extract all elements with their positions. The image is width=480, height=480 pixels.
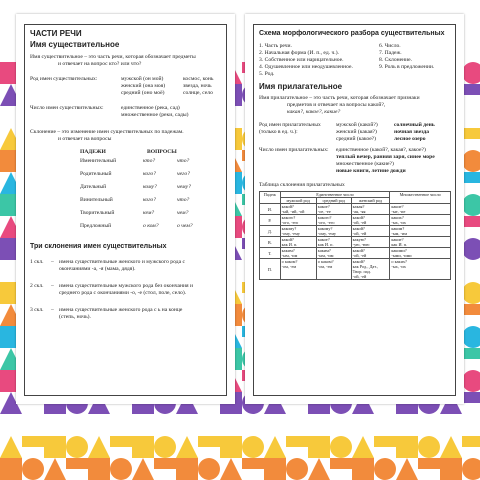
noun-definition-line-2: и отвечает на вопрос кто? или что? — [58, 61, 142, 67]
pattern-dot — [110, 458, 132, 480]
pattern-block — [396, 436, 418, 458]
table-cell-plural: какие? как И. п. — [390, 237, 451, 248]
table-cell-case: И. — [260, 204, 281, 215]
declension-2-label: 2 скл. — [30, 283, 44, 289]
pattern-triangle — [44, 458, 66, 480]
table-header-plural: Множественное число — [390, 192, 451, 204]
pattern-stripe — [154, 458, 176, 469]
declension-3-line-2: (степь, ночь). — [59, 314, 91, 320]
pattern-stripe — [154, 414, 176, 425]
pattern-stripe — [462, 436, 480, 447]
pattern-triangle — [440, 436, 462, 458]
adjective-number-plural: множественное (какие?) — [336, 161, 394, 167]
pattern-triangle — [352, 436, 374, 458]
pattern-block — [440, 458, 462, 480]
pattern-dot — [462, 150, 480, 172]
pattern-triangle — [132, 414, 154, 436]
table-cell-masculine: какой? -ый, -ий, -ой — [280, 204, 316, 215]
pattern-block — [352, 414, 374, 436]
table-cell-masculine: каким? -ым, -им — [280, 248, 316, 259]
pattern-block — [132, 436, 154, 458]
pattern-dot — [154, 436, 176, 458]
case-question-inanimate: чему? — [177, 184, 191, 190]
pattern-block — [220, 436, 242, 458]
scheme-item: 6. Число. — [379, 43, 401, 49]
adjective-gender-neuter-example: лесное озеро — [394, 136, 426, 142]
declension-2-dash: – — [51, 283, 54, 289]
adjective-gender-neuter: средний (какое?) — [336, 136, 377, 142]
table-cell-plural: каким? -ым, -им — [390, 226, 451, 237]
adjective-definition-line-2: предметов и отвечает на вопросы какой?, — [287, 102, 386, 108]
pattern-stripe — [462, 84, 480, 95]
table-cell-neuter: каким? -ым, -им — [316, 248, 351, 259]
adjective-gender-masculine: мужской (какой?) — [336, 122, 378, 128]
pattern-block — [264, 458, 286, 480]
pattern-block — [88, 458, 110, 480]
noun-heading: Имя существительное — [30, 40, 120, 49]
case-question-animate: кто? — [143, 158, 156, 164]
pattern-dot — [462, 194, 480, 216]
pattern-stripe — [22, 436, 44, 447]
table-cell-neuter: какому? -ому, -ему — [316, 226, 351, 237]
scheme-item: 4. Одушевленное или неодушевленное. — [259, 64, 353, 70]
pattern-dot — [242, 436, 264, 458]
pattern-stripe — [462, 392, 480, 403]
adjective-number-singular-example: теплый вечер, ранняя заря, синее море — [336, 154, 435, 160]
pattern-stripe — [66, 414, 88, 425]
pattern-stripe — [330, 414, 352, 425]
declension-definition-line-1: Склонение – это изменение имен существительных по падежам. — [30, 129, 184, 135]
declension-3-dash: – — [51, 307, 54, 313]
pattern-triangle — [264, 436, 286, 458]
adjective-gender-label-2: (только в ед. ч.): — [259, 129, 298, 135]
pattern-block — [440, 414, 462, 436]
pattern-triangle — [88, 436, 110, 458]
table-cell-masculine: какому? -ому, -ему — [280, 226, 316, 237]
case-question-animate: кем? — [143, 210, 155, 216]
declension-3-line-1: имена существительные женского рода с ь на конце — [59, 307, 183, 313]
pattern-triangle — [220, 458, 242, 480]
case-name: Именительный — [80, 158, 117, 164]
scheme-item: 8. Склонение. — [379, 57, 412, 63]
table-cell-case: Р. — [260, 215, 281, 226]
pattern-stripe — [374, 436, 396, 447]
declension-3-label: 3 скл. — [30, 307, 44, 313]
number-singular: единственное (река, сад) — [121, 105, 180, 111]
case-question-inanimate: чем? — [177, 210, 189, 216]
pattern-triangle — [0, 436, 22, 458]
pattern-stripe — [462, 348, 480, 359]
table-cell-neuter: какого? -ого, -его — [316, 215, 351, 226]
table-cell-feminine: какую? -ую, -юю — [351, 237, 390, 248]
adjective-gender-feminine-example: ночная звезда — [394, 129, 429, 135]
pattern-block — [308, 436, 330, 458]
case-question-animate: о ком? — [143, 223, 159, 229]
table-cell-plural: какими? -ыми, -ими — [390, 248, 451, 259]
pattern-stripe — [462, 216, 480, 227]
pattern-dot — [462, 414, 480, 436]
table-cell-masculine: какого? -ого, -его — [280, 215, 316, 226]
pattern-dot — [22, 414, 44, 436]
pattern-stripe — [418, 458, 440, 469]
pattern-stripe — [330, 458, 352, 469]
right-page — [245, 14, 464, 404]
pattern-dot — [462, 370, 480, 392]
gender-feminine-example: звезда, ночь — [183, 83, 212, 89]
adjective-number-label: Число имен прилагательных: — [259, 147, 329, 153]
pattern-dot — [22, 458, 44, 480]
adjective-gender-label-1: Род имен прилагательных — [259, 122, 321, 128]
pattern-dot — [462, 106, 480, 128]
pattern-triangle — [176, 436, 198, 458]
table-cell-feminine: какой? -ой, -ей — [351, 215, 390, 226]
table-row — [260, 259, 451, 280]
pattern-triangle — [44, 414, 66, 436]
table-cell-neuter: какое? -ое, -ее — [316, 204, 351, 215]
pattern-stripe — [462, 128, 480, 139]
declension-2-line-1: имена существительные мужского рода без окончания и — [59, 283, 193, 289]
pattern-stripe — [110, 436, 132, 447]
pattern-block — [352, 458, 374, 480]
table-cell-plural: какие? -ые, -ие — [390, 204, 451, 215]
pattern-stripe — [66, 458, 88, 469]
left-page — [16, 14, 235, 404]
table-row — [260, 226, 451, 237]
pattern-dot — [198, 414, 220, 436]
pattern-block — [264, 414, 286, 436]
pattern-block — [176, 458, 198, 480]
pattern-triangle — [308, 458, 330, 480]
pattern-block — [0, 458, 22, 480]
cases-header-questions: ВОПРОСЫ — [147, 149, 177, 155]
right-page-panel — [253, 24, 456, 396]
pattern-triangle — [396, 458, 418, 480]
pattern-triangle — [132, 458, 154, 480]
case-question-animate: кого? — [143, 171, 156, 177]
adjective-declension-table — [259, 191, 451, 280]
declension-definition-line-2: и отвечает на вопросы — [58, 136, 112, 142]
pattern-stripe — [462, 172, 480, 183]
pattern-triangle — [308, 414, 330, 436]
pattern-dot — [462, 326, 480, 348]
three-declensions-heading: Три склонения имен существительных — [30, 243, 167, 250]
pattern-dot — [462, 62, 480, 84]
case-question-inanimate: что? — [177, 197, 190, 203]
case-question-inanimate: о чем? — [177, 223, 193, 229]
pattern-block — [88, 414, 110, 436]
table-cell-plural: о каких? -ых, -их — [390, 259, 451, 280]
table-cell-neuter: какое? как И. п. — [316, 237, 351, 248]
scheme-item: 1. Часть речи. — [259, 43, 292, 49]
pattern-dot — [330, 436, 352, 458]
table-row — [260, 248, 451, 259]
declension-2-line-2: среднего рода с окончаниями -о, -е (стол, поле, село). — [59, 290, 187, 296]
pattern-dot — [286, 458, 308, 480]
adjective-number-plural-example: новые книги, летние дожди — [336, 168, 406, 174]
pattern-stripe — [286, 436, 308, 447]
cases-header-cases: ПАДЕЖИ — [80, 149, 106, 155]
noun-definition-line-1: Имя существительное – это часть речи, которая обозначает предметы — [30, 54, 196, 60]
pattern-triangle — [396, 414, 418, 436]
pattern-dot — [110, 414, 132, 436]
adjective-gender-feminine: женский (какая?) — [336, 129, 377, 135]
table-cell-feminine: какой? как Род., Дат., Твор. пад. -ой, -ей — [351, 259, 390, 280]
scheme-heading: Схема морфологического разбора существительных — [259, 30, 445, 37]
table-row — [260, 204, 451, 215]
adjective-heading: Имя прилагательное — [259, 82, 343, 91]
pattern-dot — [198, 458, 220, 480]
gender-label: Род имен существительных: — [30, 76, 98, 82]
pattern-stripe — [418, 414, 440, 425]
table-cell-plural: каких? -ых, -их — [390, 215, 451, 226]
table-header-case: Падеж — [260, 192, 281, 204]
adjective-definition-line-1: Имя прилагательное – это часть речи, которая обозначает признаки — [259, 95, 420, 101]
gender-neuter: средний (оно моё) — [121, 90, 165, 96]
gender-feminine: женский (она моя) — [121, 83, 166, 89]
pattern-triangle — [220, 414, 242, 436]
table-cell-feminine: какой? -ой, -ей — [351, 248, 390, 259]
scheme-item: 2. Начальная форма (И. п., ед. ч.). — [259, 50, 339, 56]
declension-table-title: Таблица склонения прилагательных — [259, 182, 345, 188]
case-name: Творительный — [80, 210, 115, 216]
pattern-dot — [418, 436, 440, 458]
adjective-number-singular: единственное (какой?, какая?, какое?) — [336, 147, 426, 153]
table-cell-masculine: какой? как И. п. — [280, 237, 316, 248]
pattern-stripe — [198, 436, 220, 447]
declension-1-label: 1 скл. — [30, 259, 44, 265]
table-row — [260, 237, 451, 248]
pattern-dot — [462, 282, 480, 304]
case-name: Родительный — [80, 171, 112, 177]
scheme-item: 3. Собственное или нарицательное. — [259, 57, 344, 63]
case-question-animate: кому? — [143, 184, 157, 190]
pattern-dot — [374, 414, 396, 436]
pattern-stripe — [462, 304, 480, 315]
pattern-dot — [286, 414, 308, 436]
case-question-inanimate: чего? — [177, 171, 190, 177]
pattern-dot — [462, 458, 480, 480]
pattern-block — [44, 436, 66, 458]
gender-neuter-example: солнце, село — [183, 90, 213, 96]
adjective-gender-masculine-example: солнечный день — [394, 122, 435, 128]
pattern-stripe — [242, 414, 264, 425]
pattern-dot — [66, 436, 88, 458]
pattern-stripe — [242, 458, 264, 469]
table-header-neuter: средний род — [316, 198, 351, 204]
section-title: ЧАСТИ РЕЧИ — [30, 29, 82, 38]
scheme-item: 7. Падеж. — [379, 50, 402, 56]
table-cell-neuter: о каком? -ом, -ем — [316, 259, 351, 280]
gender-masculine: мужской (он мой) — [121, 76, 164, 82]
number-plural: множественное (реки, сады) — [121, 112, 189, 118]
adjective-definition-line-3: какая?, какое?, какие? — [287, 109, 341, 115]
case-name: Винительный — [80, 197, 113, 203]
table-cell-case: П. — [260, 259, 281, 280]
table-header-feminine: женский род — [351, 198, 390, 204]
scheme-item: 5. Род. — [259, 71, 275, 77]
table-cell-feminine: какой? -ой, -ей — [351, 226, 390, 237]
table-cell-case: В. — [260, 237, 281, 248]
table-cell-case: Д. — [260, 226, 281, 237]
table-header-singular: Единственное число — [280, 192, 390, 198]
table-header-masculine: мужской род — [280, 198, 316, 204]
table-cell-masculine: о каком? -ом, -ем — [280, 259, 316, 280]
pattern-dot — [374, 458, 396, 480]
pattern-block — [176, 414, 198, 436]
pattern-stripe — [462, 260, 480, 271]
table-row — [260, 215, 451, 226]
table-cell-feminine: какая? -ая, -яя — [351, 204, 390, 215]
declension-1-dash: – — [51, 259, 54, 265]
declension-1-line-1: имена существительные женского и мужского рода с — [59, 259, 185, 265]
left-page-panel — [24, 24, 227, 396]
case-name: Дательный — [80, 184, 107, 190]
scheme-item: 9. Роль в предложении. — [379, 64, 435, 70]
number-label: Число имен существительных: — [30, 105, 104, 111]
gender-masculine-example: космос, конь — [183, 76, 214, 82]
case-question-inanimate: что? — [177, 158, 190, 164]
table-cell-case: Т. — [260, 248, 281, 259]
case-question-animate: кого? — [143, 197, 156, 203]
declension-1-line-2: окончаниями -а, -я (мама, дядя). — [59, 266, 136, 272]
case-name: Предложный — [80, 223, 112, 229]
pattern-dot — [462, 238, 480, 260]
pattern-block — [0, 414, 22, 436]
